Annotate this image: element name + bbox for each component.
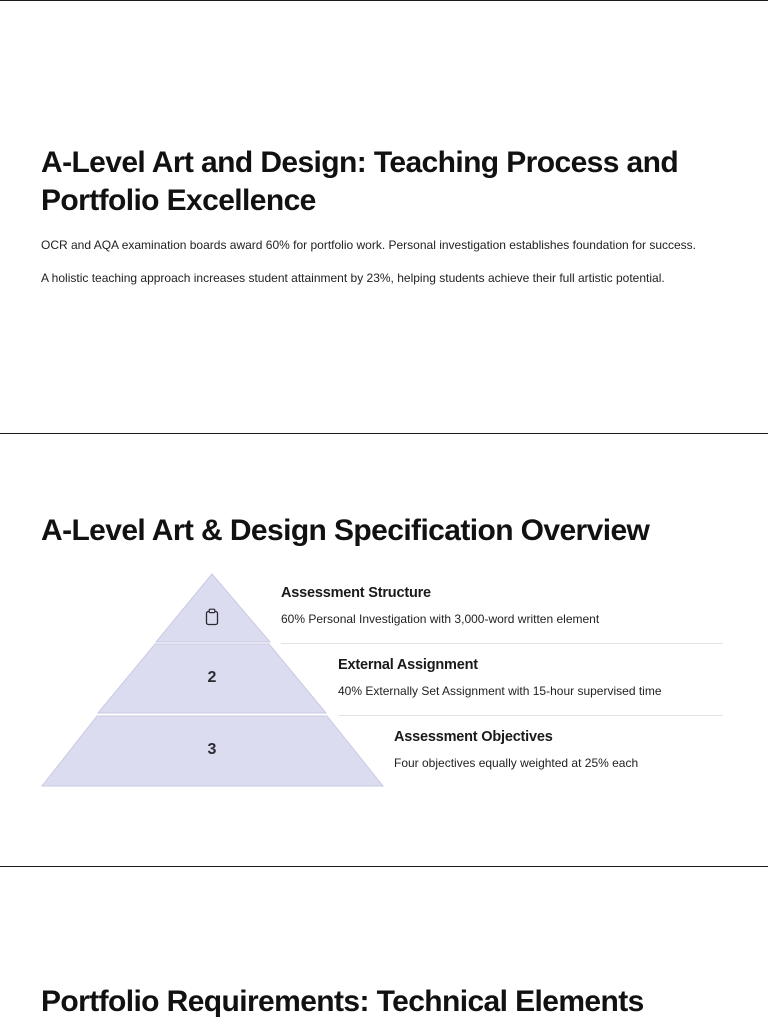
tier-2-title: External Assignment [338,657,478,673]
slide-portfolio-requirements [0,867,768,1024]
tier-separator [338,715,723,716]
slide-title: Portfolio Requirements: Technical Elements [41,985,644,1018]
tier-2-description: 40% Externally Set Assignment with 15-hour supervised time [338,684,662,698]
clipboard-icon [204,608,220,626]
tier-3-description: Four objectives equally weighted at 25% each [394,756,639,770]
slide-title: A-Level Art and Design: Teaching Process and Portfolio Excellence [41,146,679,217]
intro-paragraph-1: OCR and AQA examination boards award 60% for portfolio work. Personal investigation establishes foundation for success. [41,238,697,252]
slide-specification-overview [0,434,768,866]
tier-2-number: 2 [207,669,217,686]
tier-3-title: Assessment Objectives [394,729,553,745]
tier-1-description: 60% Personal Investigation with 3,000-word written element [281,612,600,626]
tier-separator [281,643,723,644]
pyramid-diagram [0,434,768,866]
tier-1-title: Assessment Structure [281,585,431,601]
slide-intro [0,1,768,433]
intro-paragraph-2: A holistic teaching approach increases student attainment by 23%, helping students achieve their full artistic potential. [41,271,665,285]
tier-3-number: 3 [207,741,217,758]
slide-title: A-Level Art & Design Specification Overview [41,514,650,547]
